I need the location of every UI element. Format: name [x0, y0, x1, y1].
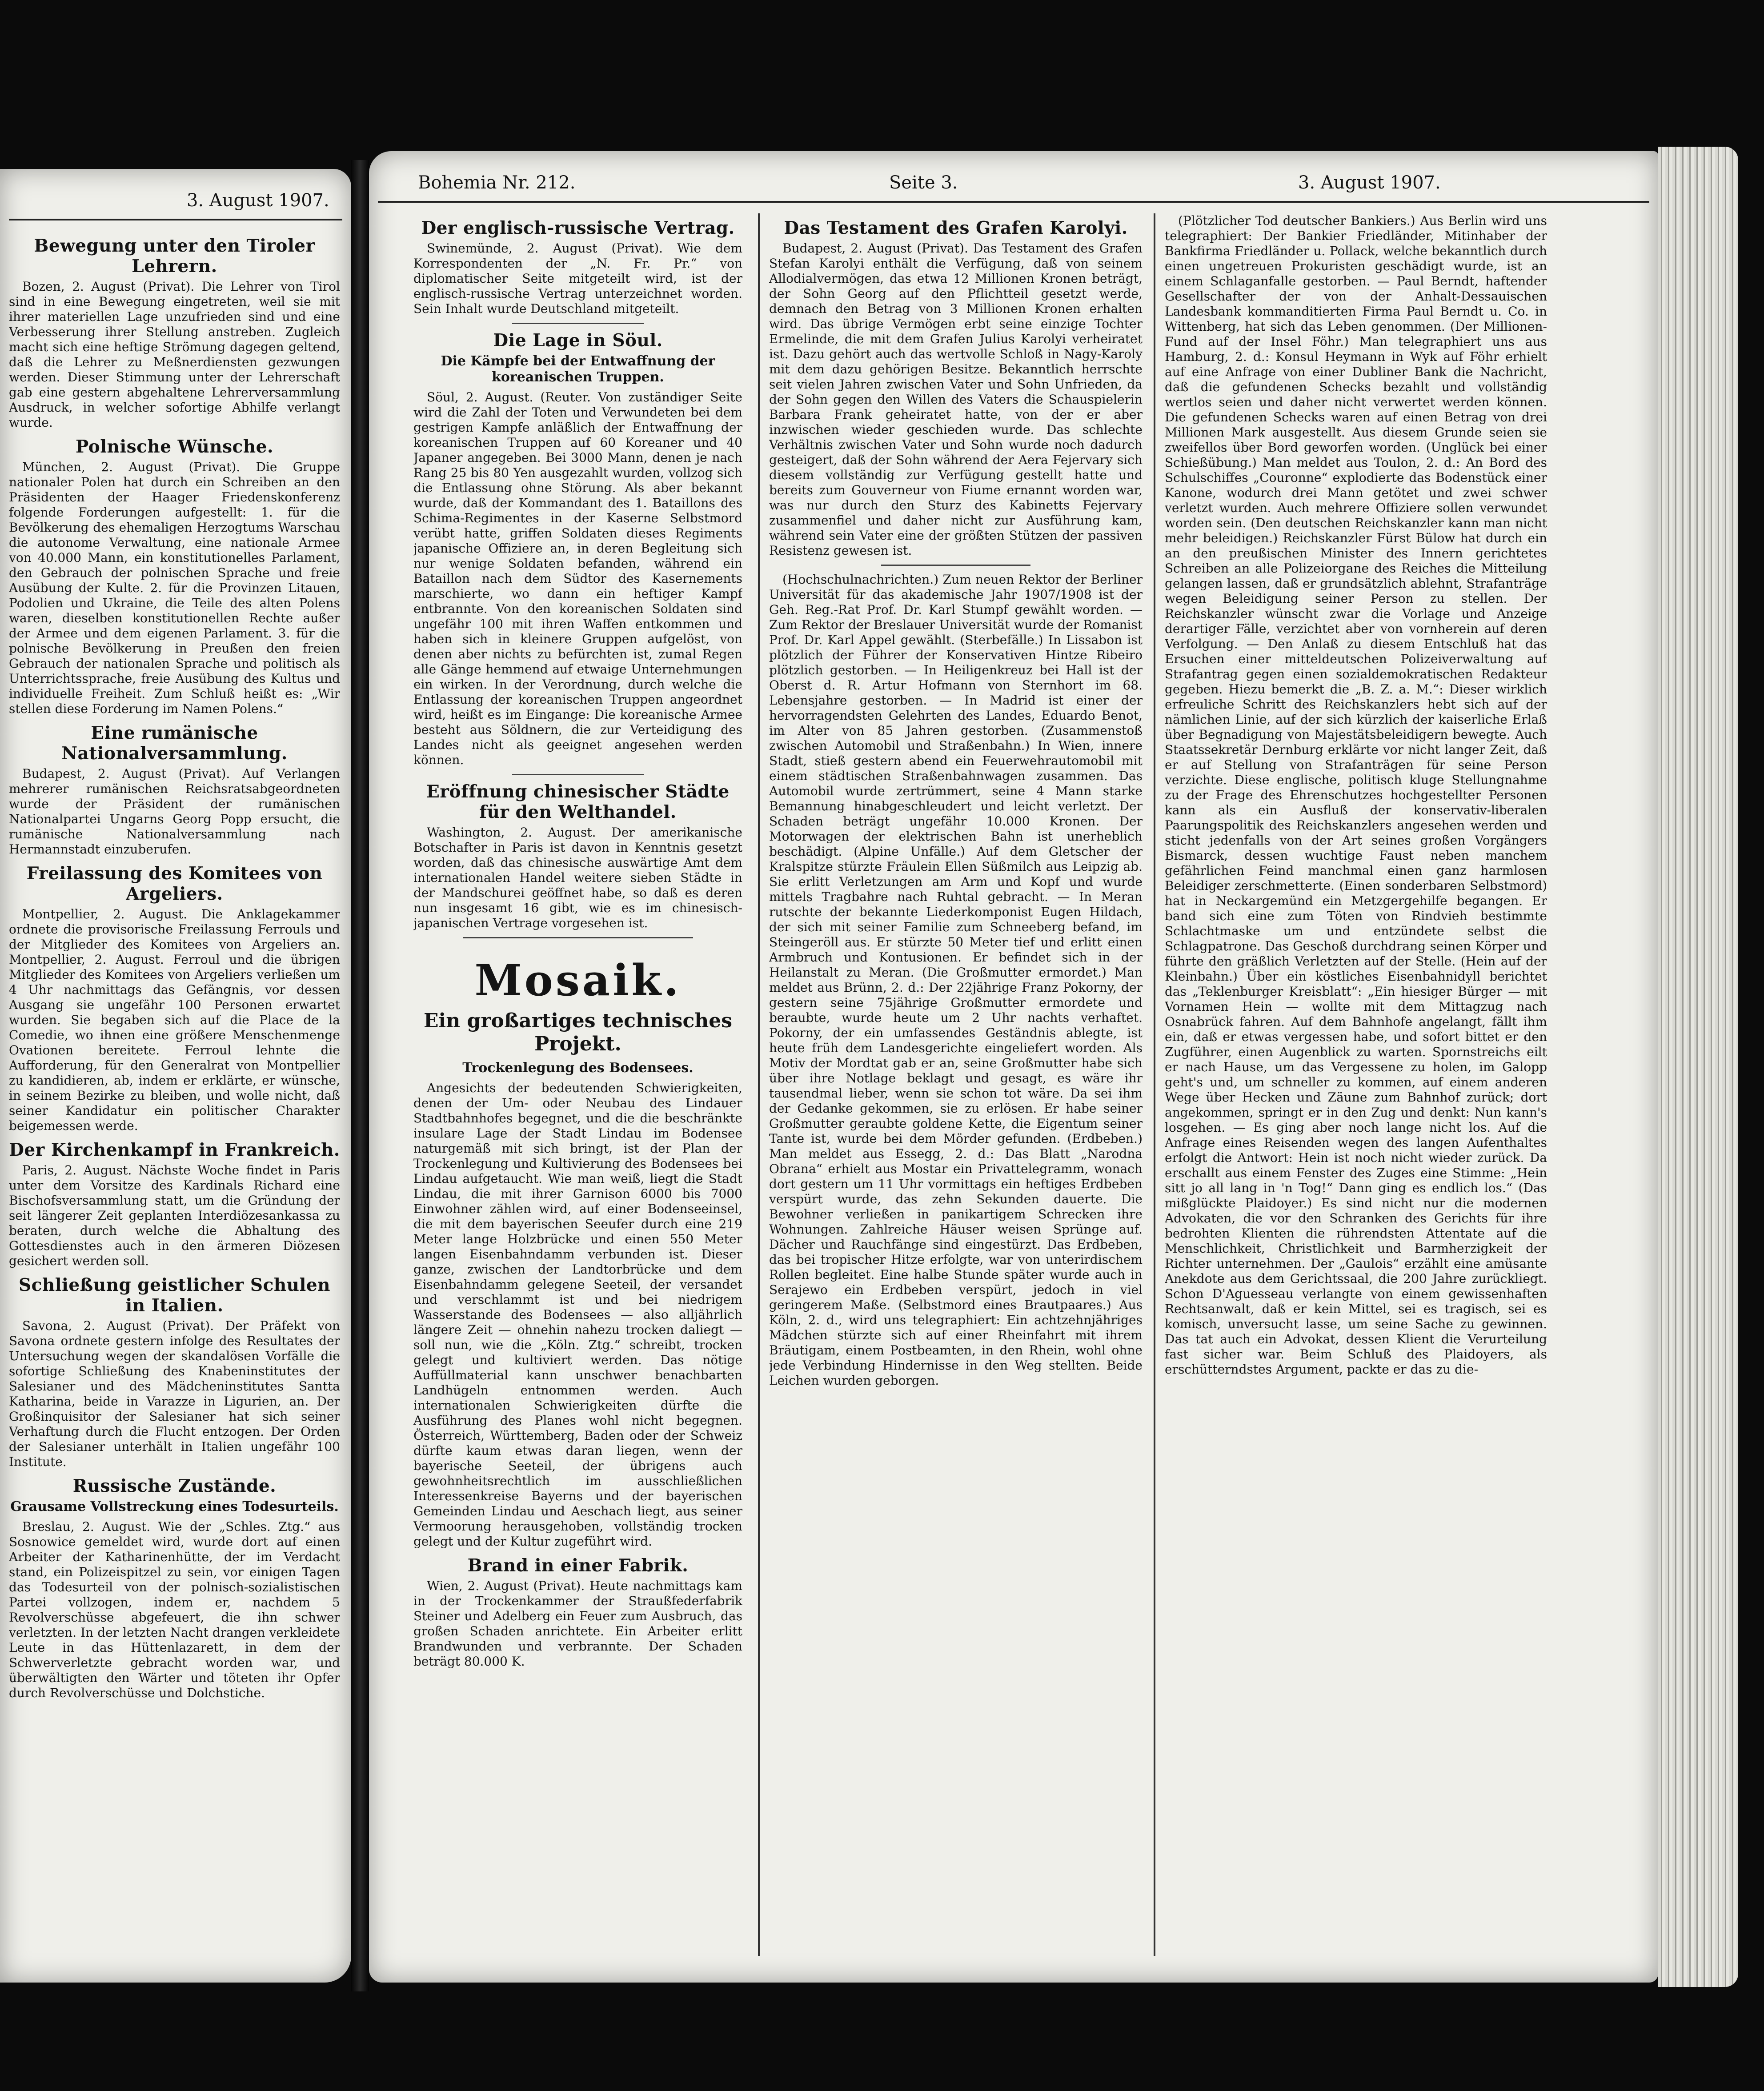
left-date: 3. August 1907. [187, 190, 329, 211]
article-argeliers [9, 863, 340, 1134]
article-tiroler-lehrer [9, 236, 340, 430]
right-head-rule [378, 201, 1649, 203]
column-1 [413, 213, 742, 1956]
column-rule [758, 213, 760, 1956]
separator [512, 323, 644, 324]
article-text: München, 2. August (Privat). Die Gruppe nationaler Polen hat durch ein Schreiben an den Präsidenten der Haager Friedenskonferenz folgende Forderungen aufgestellt: 1. für die Bevölkerung des ehemaligen Herzogtums Warschau die autonome Verwaltung, eine nationale Armee von 40.000 Mann, ein konstitutionelles Parlament, den Gebrauch der polnischen Sprache und freie Ausübung der Kulte. 2. für die Provinzen Litauen, Podolien und Ukraine, die Teile des alten Polens waren, dieselben konstitutionellen Rechte außer der Armee und dem eigenen Parlament. 3. für die polnische Bevölkerung in Preußen den freien Gebrauch der nationalen Sprache und politisch als Unterrichtssprache, freie Ausübung des Kultus und individuelle Freiheit. Zum Schluß heißt es: „Wir stellen diese Forderung im Namen Polens.“ [9, 460, 340, 716]
subhead: Die Kämpfe bei der Entwaffnung der koreanischen Truppen. [441, 353, 715, 385]
article-text: Paris, 2. August. Nächste Woche findet in Paris unter dem Vorsitze des Kardinals Richard eine Bischofsversammlung statt, um die Gründung der seit längerer Zeit geplanten Interdiözesankassa zu beraten, durch welche die Abhaltung des Gottesdienstes auch in den ärmeren Diözesen gesichert werden soll. [9, 1163, 340, 1268]
section-mosaik [413, 956, 742, 1549]
article-polnische-wuensche [9, 437, 340, 717]
headline: Eine rumänische Nationalversammlung. [61, 723, 288, 764]
article-soeul [413, 330, 742, 768]
headline: Russische Zustände. [72, 1476, 277, 1496]
page-number: Seite 3. [889, 172, 958, 193]
left-page [0, 169, 351, 1983]
article-testament [769, 218, 1143, 558]
left-column [9, 231, 340, 1956]
article-text: Budapest, 2. August (Privat). Auf Verlangen mehrerer rumänischen Reichsratsabgeordneten wurde der Präsident der rumänischen Nationalpartei Ungarns Georg Popp ersucht, die rumänische Nationalversammlung nach Hermannstadt einzuberufen. [9, 766, 340, 857]
article-rumaenische-versammlung [9, 723, 340, 857]
article-russische-zustaende [9, 1476, 340, 1701]
column-2 [769, 213, 1143, 1956]
article-brand [413, 1555, 742, 1669]
book-gutter [351, 160, 369, 1991]
headline: Das Testament des Grafen Karolyi. [784, 218, 1128, 238]
subhead: Grausame Vollstreckung eines Todesurteils. [10, 1499, 339, 1514]
article-kirchenkampf [9, 1140, 340, 1269]
article-text: Wien, 2. August (Privat). Heute nachmittags kam in der Trockenkammer der Straußfederfabrik Steiner und Adelberg ein Feuer zum Ausbruch, das großen Schaden anrichtete. Ein Arbeiter erlitt Brandwunden und verbrannte. Der Schaden beträgt 80.000 K. [413, 1578, 742, 1669]
article-vermischtes-2 [1165, 213, 1547, 1377]
article-text: Swinemünde, 2. August (Privat). Wie dem Korrespondenten der „N. Fr. Pr.“ von diplomatischer Seite mitgeteilt wird, ist der englisch-russische Vertrag unterzeichnet worden. Sein Inhalt wurde Deutschland mitgeteilt. [413, 241, 742, 316]
headline: Freilassung des Komitees von Argeliers. [26, 863, 323, 904]
article-text: Savona, 2. August (Privat). Der Präfekt von Savona ordnete gestern infolge des Resultates der Untersuchung wegen der skandalösen Vorfälle die sofortige Schließung des Knabeninstitutes der Salesianer und des Mädcheninstitutes Santta Katharina, beide in Varazze in Ligurien, an. Der Großinquisitor der Salesianer hat sich seiner Verhaftung durch die Flucht entzogen. Der Orden der Salesianer unterhält in Italien ungefähr 100 Institute. [9, 1318, 340, 1469]
article-text: (Plötzlicher Tod deutscher Bankiers.) Aus Berlin wird uns telegraphiert: Der Bankier Friedländer, Mitinhaber der Bankfirma Friedländer u. Pollack, welche bekanntlich durch einen ungetreuen Prokuristen geschädigt wurde, ist an einem Schlaganfalle gestorben. — Paul Berndt, haftender Gesellschafter der von der Anhalt-Dessauischen Landesbank kommanditierten Firma Paul Berndt u. Co. in Wittenberg, hat sich das Leben genommen. (Der Millionen-Fund auf der Insel Föhr.) Man telegraphiert uns aus Hamburg, 2. d.: Konsul Heymann in Wyk auf Föhr erhielt auf eine Anfrage von einer Dubliner Bank die Nachricht, daß die gefundenen Schecks bezahlt und vollständig wertlos seien und daher nicht verwertet werden können. Die gefundenen Schecks waren auf einen Betrag von drei Millionen Mark ausgestellt. Aus diesem Grunde seien sie zweifellos über Bord geworfen worden. (Unglück bei einer Schießübung.) Man meldet aus Toulon, 2. d.: An Bord des Schulschiffes „Couronne“ explodierte das Bodenstück einer Kanone, wodurch drei Mann getötet und zwei schwer verletzt wurden. Auch mehrere Offiziere sollen verwundet worden sein. (Den deutschen Reichskanzler kann man nicht mehr beleidigen.) Reichskanzler Fürst Bülow hat durch ein an den preußischen Minister des Innern gerichtetes Schreiben an alle Polizeiorgane des Reiches die Mitteilung gelangen lassen, daß er grundsätzlich ablehnt, Strafanträge wegen Beleidigung seiner Person zu stellen. Der Reichskanzler wünscht zwar die Vorlage und Anzeige derartiger Fälle, verzichtet aber von vornherein auf deren Verfolgung. — Den Anlaß zu diesem Entschluß hat das Ersuchen einer mitteldeutschen Polizeiverwaltung auf Strafantrag gegen einen sozialdemokratischen Redakteur gegeben. Hiezu bemerkt die „B. Z. a. M.“: Dieser wirklich erfreuliche Schritt des Reichskanzlers hebt sich auf der nämlichen Linie, auf der sich kürzlich der kaiserliche Erlaß über Begnadigung von Majestätsbeleidigern bewegte. Auch Staatssekretär Dernburg erklärte vor nicht langer Zeit, daß er auf Stellung von Strafanträgen für seine Person verzichte. Diese englische, politisch kluge Stellungnahme zu der Frage des Ehrenschutzes hochgestellter Personen kann als ein Ausfluß der konservativ-liberalen Paarungspolitik des Reichskanzlers angesehen werden und sticht jedenfalls von der Art seines großen Vorgängers Bismarck, dessen wuchtige Faust neben manchem gefährlichen Feind manchmal einen ganz harmlosen Beleidiger zerschmetterte. (Einen sonderbaren Selbstmord) hat in Neckargemünd ein Metzgergehilfe begangen. Er band sich eine zum Töten von Rindvieh bestimmte Schlachtmaske um und entzündete selbst die Schlagpatrone. Das Geschoß durchdrang seinen Körper und führte den gräßlich Verletzten auf der Stelle. (Hein auf der Kleinbahn.) Über ein köstliches Eisenbahnidyll berichtet das „Teklenburger Kreisblatt“: „Ein hiesiger Bürger — mit Vornamen Hein — wollte mit dem Mittagzug nach Osnabrück fahren. Auf dem Bahnhofe angelangt, fällt ihm ein, daß er etwas vergessen habe, und sofort bittet er den Zugführer, einen Augenblick zu warten. Spornstreichs eilt er nach Hause, um das Vergessene zu holen, im Galopp geht's und, um schneller zu kommen, auf einem anderen Wege über Hecken und Zäune zum Bahnhof zurück; dort angekommen, springt er in den Zug und denkt: Nun kann's losgehen. — Es ging aber noch lange nicht los. Auf die Anfrage eines Reisenden wegen des langen Aufenthaltes erfolgt die Antwort: Hein ist noch nicht wieder zurück. Da erschallt aus einem Fenster des Zuges eine Stimme: „Hein sitt jo all lang in 'n Tog!“ Dann ging es endlich los.“ (Das mißglückte Plaidoyer.) Es sind nicht nur die modernen Advokaten, die vor den Schranken des Gerichts für ihre bedrohten Klienten die rührendsten Attentate auf die Menschlichkeit, Christlichkeit und Barmherzigkeit der Richter unternehmen. Der „Gaulois“ erzählt eine amüsante Anekdote aus dem Gerichtssaal, die 200 Jahre zurückliegt. Schon D'Aguesseau verlangte von einem gewissenhaften Rechtsanwalt, daß er kein Mittel, sei es tragisch, sei es komisch, unversucht lasse, um seine Sache zu gewinnen. Das tat auch ein Advokat, dessen Klient die Verurteilung fast sicher war. Beim Schluß des Plaidoyers, als erschütterndstes Argument, packte er das zu die- [1165, 213, 1547, 1377]
left-head-rule [9, 219, 342, 220]
headline: Bewegung unter den Tiroler Lehrern. [34, 236, 315, 276]
article-geistliche-schulen [9, 1275, 340, 1470]
headline: Schließung geistlicher Schulen in Italien. [18, 1275, 331, 1316]
headline: Der englisch-russische Vertrag. [421, 218, 735, 238]
subhead: Trockenlegung des Bodensees. [462, 1060, 694, 1076]
article-text: Söul, 2. August. (Reuter. Von zuständiger Seite wird die Zahl der Toten und Verwundeten bei dem gestrigen Kampfe anläßlich der Entwaffnung der koreanischen Truppen auf 60 Koreaner und 40 Japaner angegeben. Bei 3000 Mann, denen je nach Rang 25 bis 80 Yen ausgezahlt wurden, vollzog sich die Entlassung ohne Störung. Als aber bekannt wurde, daß der Kommandant des 1. Bataillons des Schima-Regimentes in der Kaserne Selbstmord verübt hatte, griffen Soldaten dieses Regiments japanische Offiziere an, in deren Begleitung sich nur wenige Soldaten befanden, während ein Bataillon nach dem Südtor des Kasernements marschierte, wo dann ein heftiger Kampf entbrannte. Von den koreanischen Soldaten sind ungefähr 100 mit ihren Waffen entkommen und haben sich in kleinere Gruppen aufgelöst, von denen aber nichts zu befürchten ist, zumal Regen alle Gänge hemmend auf etwaige Unternehmungen ein wirken. In der Verordnung, durch welche die Entlassung der koreanischen Truppen angeordnet wird, heißt es im Eingange: Die koreanische Armee besteht aus Söldnern, die zur Verteidigung des Landes nicht als geeignet angesehen werden können. [413, 390, 742, 767]
mosaik-title: Mosaik. [474, 955, 682, 1005]
headline: Brand in einer Fabrik. [467, 1555, 689, 1576]
right-running-head [369, 172, 1658, 199]
separator [512, 774, 644, 775]
paper-issue: Bohemia Nr. 212. [418, 172, 576, 193]
article-text: Breslau, 2. August. Wie der „Schles. Ztg.“ aus Sosnowice gemeldet wird, wurde dort auf einen Arbeiter der Katharinenhütte, der im Verdacht stand, ein Polizeispitzel zu sein, vor einigen Tagen das Todesurteil von der polnisch-sozialistischen Partei vollzogen, indem er, nachdem 5 Revolverschüsse abgefeuert, die ihn schwer verletzten. In der letzten Nacht drangen verkleidete Leute in das Hüttenlazarett, in dem der Schwerverletzte gebracht worden war, und überwältigten den Wärter und töteten ihr Opfer durch Revolverschüsse und Dolchstiche. [9, 1519, 340, 1700]
article-vermischtes [769, 572, 1143, 1388]
left-running-head [0, 190, 351, 217]
column-3 [1165, 213, 1547, 1956]
column-rule [1154, 213, 1155, 1956]
headline: Die Lage in Söul. [493, 330, 663, 351]
right-date: 3. August 1907. [1298, 172, 1441, 193]
separator [881, 565, 1030, 566]
article-text: Angesichts der bedeutenden Schwierigkeiten, denen der Um- oder Neubau des Lindauer Stadtbahnhofes begegnet, und die die beschränkte insulare Lage der Stadt Lindau im Bodensee naturgemäß mit sich bringt, ist der Plan der Trockenlegung und Kultivierung des Bodensees bei Lindau aufgetaucht. Wie man weiß, liegt die Stadt Lindau, die mit ihrer Garnison 6000 bis 7000 Einwohner zählen wird, auf einer Bodenseeinsel, die mit dem bayerischen Seeufer durch eine 219 Meter lange Holzbrücke und einen 550 Meter langen Eisenbahndamm verbunden ist. Dieser ganze, zwischen der Landtorbrücke und dem Eisenbahndamm gelegene Seeteil, der versandet und verschlammt ist und bei niedrigem Wasserstande des Bodensees — also alljährlich längere Zeit — ohnehin nahezu trocken daliegt — soll nun, wie die „Köln. Ztg.“ schreibt, trocken gelegt und kultiviert werden. Das nötige Auffüllmaterial kann unschwer benachbarten Landhügeln entnommen werden. Auch internationalen Schwierigkeiten dürfte die Ausführung des Planes wohl nicht begegnen. Österreich, Württemberg, Baden oder der Schweiz dürfte kaum etwas daran liegen, wenn der bayerische Seeteil, der übrigens auch gewohnheitsrechtlich im ausschließlichen Interessenkreise Bayerns und der bayerischen Gemeinden Lindau und Aeschach liegt, aus seiner Vermoorung herausgehoben, vollständig trocken gelegt und der Kultur zugeführt wird. [413, 1081, 742, 1549]
headline: Der Kirchenkampf in Frankreich. [9, 1140, 340, 1160]
headline: Polnische Wünsche. [75, 437, 274, 457]
article-text: Bozen, 2. August (Privat). Die Lehrer von Tirol sind in eine Bewegung eingetreten, weil sie mit ihrer materiellen Lage unzufrieden sind und eine Verbesserung ihrer Stellung anstreben. Zugleich macht sich eine heftige Strömung dagegen geltend, daß die Lehrer zu Meßnerdiensten gezwungen werden. Dieser Stimmung unter der Lehrerschaft gab eine gestern abgehaltene Lehrerversammlung Ausdruck, in welcher sofortige Abhilfe verlangt wurde. [9, 279, 340, 430]
article-text: Washington, 2. August. Der amerikanische Botschafter in Paris ist davon in Kenntnis gesetzt worden, daß das chinesische auswärtige Amt dem internationalen Handel weitere sieben Städte in der Mandschurei geöffnet habe, so daß es deren nun insgesamt 16 gibt, wie es im chinesisch-japanischen Vertrage vorgesehen ist. [413, 825, 742, 930]
separator [463, 937, 693, 938]
headline: Ein großartiges technisches Projekt. [424, 1009, 732, 1055]
book-page-edges [1658, 147, 1738, 1987]
right-page [369, 151, 1658, 1983]
article-text: (Hochschulnachrichten.) Zum neuen Rektor der Berliner Universität für das akademische Jahr 1907/1908 ist der Geh. Reg.-Rat Prof. Dr. Karl Stumpf gewählt worden. — Zum Rektor der Breslauer Universität wurde der Romanist Prof. Dr. Karl Appel gewählt. (Sterbefälle.) In Lissabon ist plötzlich der Führer der Konservativen Hintze Ribeiro plötzlich gestorben. — In Heiligenkreuz bei Hall ist der Oberst d. R. Artur Hofmann von Sternhort im 68. Lebensjahre gestorben. — In Madrid ist einer der hervorragendsten Gelehrten des Landes, Eduardo Benot, im Alter von 85 Jahren gestorben. (Zusammenstoß zwischen Automobil und Straßenbahn.) In Wien, innere Stadt, stieß gestern abend ein Feuerwehrautomobil mit einem städtischen Straßenbahnwagen zusammen. Das Automobil wurde zertrümmert, seine 4 Mann starke Bemannung hinabgeschleudert und leicht verletzt. Der Schaden beträgt ungefähr 10.000 Kronen. Der Motorwagen der elektrischen Bahn ist unerheblich beschädigt. (Alpine Unfälle.) Auf dem Gletscher der Kralspitze stürzte Fräulein Ellen Süßmilch aus Leipzig ab. Sie erlitt Verletzungen am Arm und Kopf und wurde mittels Tragbahre nach Ruhtal gebracht. — In Meran rutschte der bekannte Liederkomponist Eugen Hildach, der sich mit seiner Familie zum Schneeberg befand, im Steingeröll aus. Er stürzte 50 Meter tief und erlitt einen Armbruch und Kontusionen. Er befindet sich in der Heilanstalt zu Meran. (Die Großmutter ermordet.) Man meldet aus Brünn, 2. d.: Der 22jährige Franz Pokorny, der gestern seine 75jährige Großmutter ermordete und beraubte, wurde heute um 2 Uhr nachts verhaftet. Pokorny, der ein umfassendes Geständnis ablegte, ist heute früh dem Landesgerichte eingeliefert worden. Als Motiv der Mordtat gab er an, seine Großmutter habe sich über ihre Notlage beklagt und gesagt, es wäre ihr tausendmal lieber, wenn sie schon tot wäre. Da sei ihm der Gedanke gekommen, sie zu erlösen. Er habe seiner Großmutter geraubte goldene Kette, die Eigentum seiner Tante ist, wurde bei dem Mörder gefunden. (Erdbeben.) Man meldet aus Essegg, 2. d.: Das Blatt „Narodna Obrana“ erhielt aus Mostar ein Privattelegramm, wonach dort gestern um 11 Uhr vormittags ein heftiges Erdbeben verspürt wurde, das zehn Sekunden dauerte. Die Bewohner verließen in panikartigem Schrecken ihre Wohnungen. Zahlreiche Häuser weisen Sprünge auf. Dächer und Rauchfänge sind eingestürzt. Das Erdbeben, das bei tropischer Hitze erfolgte, war von unterirdischem Rollen begleitet. Eine halbe Stunde später wurde auch in Serajewo ein Erdbeben verspürt, jedoch in viel geringerem Maße. (Selbstmord eines Brautpaares.) Aus Köln, 2. d., wird uns telegraphiert: Ein achtzehnjähriges Mädchen stürzte sich auf einer Rheinfahrt mit ihrem Bräutigam, einem Postbeamten, in den Rhein, wohl ohne jede Verbindung Hindernisse in den Weg stellten. Beide Leichen wurden geborgen. [769, 572, 1143, 1388]
article-text: Budapest, 2. August (Privat). Das Testament des Grafen Stefan Karolyi enthält die Verfügung, daß von seinem Allodialvermögen, das etwa 12 Millionen Kronen beträgt, der Sohn Georg auf den Pflichtteil gesetzt werde, demnach den Betrag von 3 Millionen Kronen erhalten wird. Das übrige Vermögen erbt seine einzige Tochter Ermelinde, die mit dem Grafen Julius Karolyi verheiratet ist. Dazu gehört auch das wertvolle Schloß in Nagy-Karoly mit dem dazu gehörigen Besitze. Bekanntlich herrschte seit vielen Jahren zwischen Vater und Sohn Unfrieden, da der Sohn gegen den Willen des Vaters die Schauspielerin Barbara Frank geheiratet hatte, von der er aber inzwischen wieder geschieden wurde. Das schlechte Verhältnis zwischen Vater und Sohn wurde noch dadurch gesteigert, daß der Sohn während der Aera Fejervary sich diesem vollständig zur Verfügung gestellt hatte und bereits zum Gouverneur von Fiume ernannt worden war, was nur durch den Sturz des Kabinetts Fejervary zusammenfiel und daher nicht zur Ausführung kam, während sein Vater eine der größten Stützen der passiven Resistenz gewesen ist. [769, 241, 1143, 558]
headline: Eröffnung chinesischer Städte für den Welthandel. [426, 781, 730, 822]
article-chinesische-staedte [413, 781, 742, 931]
article-vertrag [413, 218, 742, 316]
article-text: Montpellier, 2. August. Die Anklagekammer ordnete die provisorische Freilassung Ferrouls und der Mitglieder des Komitees von Argeliers an. Montpellier, 2. August. Ferroul und die übrigen Mitglieder des Komitees von Argeliers verließen um 4 Uhr nachmittags das Gefängnis, vor dessen Ausgang sie ungefähr 100 Personen erwartet wurden. Sie begaben sich auf die Place de la Comedie, wo ihnen eine größere Menschenmenge Ovationen bereitete. Ferroul lehnte die Aufforderung, für den Generalrat von Montpellier zu kandidieren, ab, indem er erklärte, er wünsche, in seinem Bezirke zu bleiben, und wolle nicht, daß seiner Kandidatur ein politischer Charakter beigemessen werde. [9, 907, 340, 1133]
